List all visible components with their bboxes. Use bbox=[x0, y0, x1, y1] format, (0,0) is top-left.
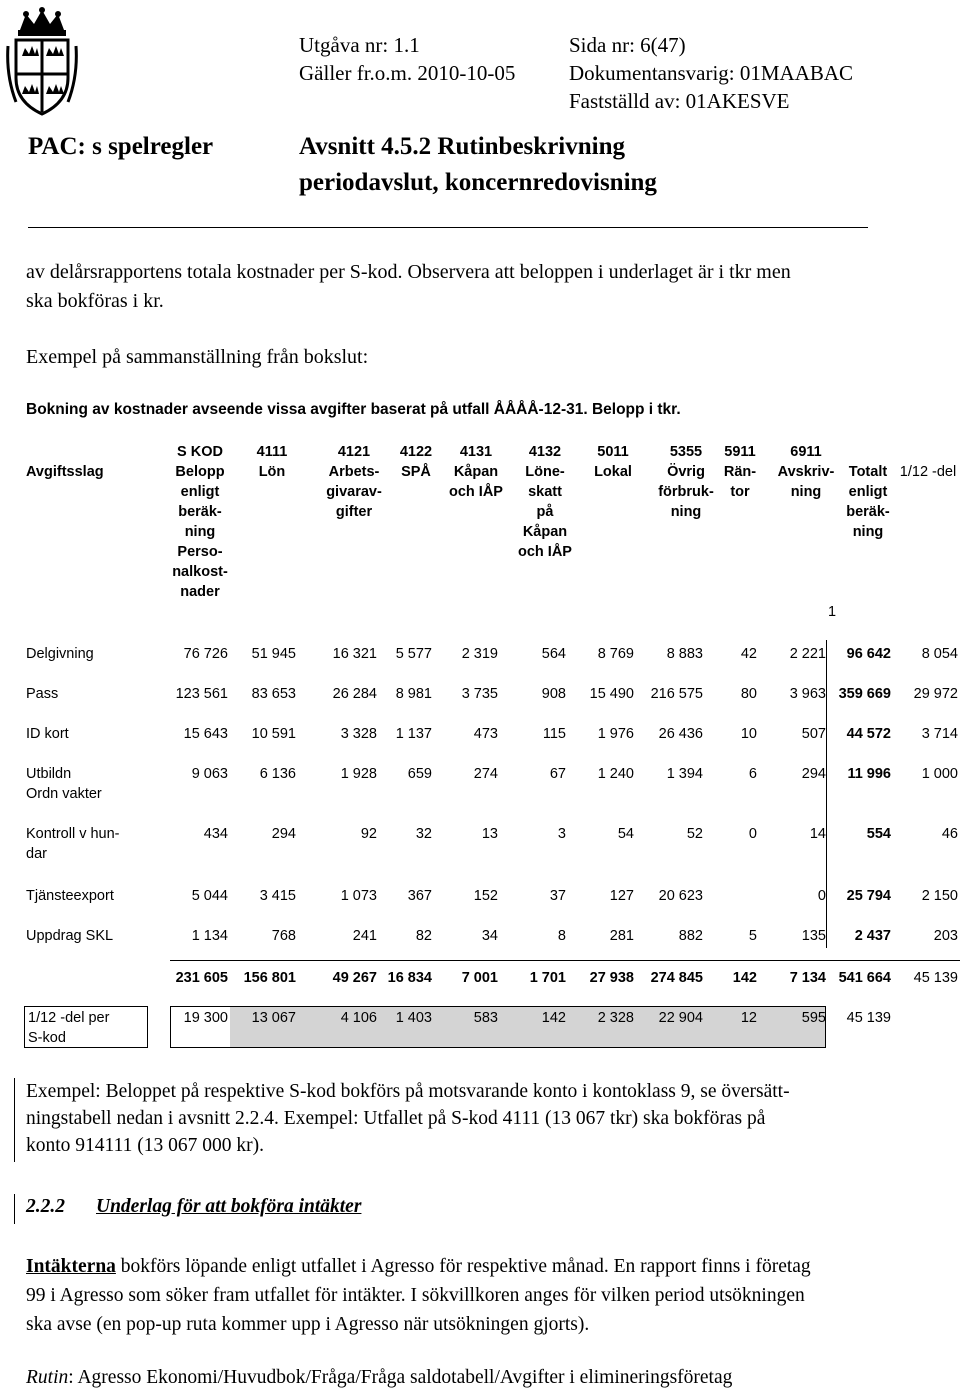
total-cell: 156 801 bbox=[243, 970, 296, 986]
total-cell: 231 605 bbox=[175, 970, 228, 986]
table-cell: 29 972 bbox=[913, 686, 958, 702]
header-divider bbox=[28, 227, 868, 228]
table-cell: 44 572 bbox=[846, 726, 891, 742]
income-line-1: bokförs löpande enligt utfallet i Agresso för respektive månad. En rapport finns i företag bbox=[115, 1256, 811, 1277]
table-cell: 14 bbox=[809, 826, 826, 842]
table-cell: 274 bbox=[473, 766, 498, 782]
table-cell: 367 bbox=[407, 888, 432, 904]
row-label: ID kort bbox=[26, 726, 69, 742]
per-skod-cell: 1 403 bbox=[395, 1010, 432, 1026]
row-label: Delgivning bbox=[26, 646, 94, 662]
per-skod-cell: 583 bbox=[473, 1010, 498, 1026]
row-label: Utbildn Ordn vakter bbox=[26, 766, 102, 802]
total-cell: 142 bbox=[732, 970, 757, 986]
table-cell: 9 063 bbox=[191, 766, 228, 782]
table-cell: 908 bbox=[541, 686, 566, 702]
example-title: Exempel på sammanställning från bokslut: bbox=[26, 346, 369, 368]
section-subtitle: periodavslut, koncernredovisning bbox=[299, 169, 657, 196]
table-cell: 564 bbox=[541, 646, 566, 662]
document-owner: Dokumentansvarig: 01MAABAC bbox=[569, 61, 854, 85]
table-cell: 67 bbox=[549, 766, 566, 782]
income-text bbox=[26, 1252, 956, 1339]
table-cell: 2 221 bbox=[789, 646, 826, 662]
table-cell: 1 928 bbox=[340, 766, 377, 782]
table-cell: 20 623 bbox=[658, 888, 703, 904]
row-label: Pass bbox=[26, 686, 59, 702]
table-cell: 42 bbox=[740, 646, 757, 662]
table-cell: 26 436 bbox=[658, 726, 703, 742]
per-skod-cell: 19 300 bbox=[183, 1010, 228, 1026]
table-cell: 83 653 bbox=[251, 686, 296, 702]
table-cell: 554 bbox=[866, 826, 891, 842]
table-cell: 3 963 bbox=[789, 686, 826, 702]
example-text-line-2: ningstabell nedan i avsnitt 2.2.4. Exempel: Utfallet på S-kod 4111 (13 067 tkr) ska bokföras på bbox=[26, 1108, 766, 1129]
table-cell: 434 bbox=[203, 826, 228, 842]
table-cell: 8 054 bbox=[921, 646, 958, 662]
table-cell: 127 bbox=[609, 888, 634, 904]
per-skod-cell: 4 106 bbox=[340, 1010, 377, 1026]
table-cell: 76 726 bbox=[183, 646, 228, 662]
header-col-1: S KOD Belopp enligt beräk- ning Perso- nalkost- nader bbox=[172, 444, 228, 600]
table-cell: 659 bbox=[407, 766, 432, 782]
per-skod-cell: 2 328 bbox=[597, 1010, 634, 1026]
per-skod-cell: 22 904 bbox=[658, 1010, 703, 1026]
table-cell: 10 591 bbox=[251, 726, 296, 742]
section-2-2-2-title: Underlag för att bokföra intäkter bbox=[96, 1196, 362, 1217]
table-cell: 281 bbox=[609, 928, 634, 944]
table-cell: 1 240 bbox=[597, 766, 634, 782]
routine-line bbox=[26, 1367, 732, 1389]
table-cell: 768 bbox=[271, 928, 296, 944]
table-cell: 152 bbox=[473, 888, 498, 904]
table-cell: 54 bbox=[617, 826, 634, 842]
income-lead: Intäkterna bbox=[26, 1256, 116, 1277]
header-col-9: 5911 Rän- tor bbox=[723, 444, 757, 500]
table-caption: Bokning av kostnader avseende vissa avgifter baserat på utfall ÅÅÅÅ-12-31. Belopp i tkr. bbox=[26, 401, 681, 418]
table-cell: 3 735 bbox=[461, 686, 498, 702]
header-col-2: 4111 Lön bbox=[256, 444, 288, 480]
table-cell: 46 bbox=[941, 826, 958, 842]
table-cell: 8 883 bbox=[666, 646, 703, 662]
table-cell: 82 bbox=[415, 928, 432, 944]
table-cell: 2 150 bbox=[921, 888, 958, 904]
per-skod-cell: 595 bbox=[801, 1010, 826, 1026]
section-title: Avsnitt 4.5.2 Rutinbeskrivning bbox=[299, 133, 625, 160]
per-skod-cell: 12 bbox=[740, 1010, 757, 1026]
valid-from: Gäller fr.o.m. 2010-10-05 bbox=[299, 61, 516, 85]
header-col-5: 4131 Kåpan och IÅP bbox=[449, 444, 503, 500]
table-cell: 0 bbox=[817, 888, 826, 904]
total-cell: 7 134 bbox=[789, 970, 826, 986]
edition-number: Utgåva nr: 1.1 bbox=[299, 33, 420, 57]
table-cell: 8 769 bbox=[597, 646, 634, 662]
total-cell: 7 001 bbox=[461, 970, 498, 986]
routine-label: Rutin bbox=[26, 1367, 69, 1388]
table-cell: 10 bbox=[740, 726, 757, 742]
table-cell: 25 794 bbox=[846, 888, 891, 904]
total-cell: 274 845 bbox=[650, 970, 703, 986]
example-text-line-1: Exempel: Beloppet på respektive S-kod bokförs på motsvarande konto i kontoklass 9, se översätt- bbox=[26, 1081, 790, 1102]
page-number: Sida nr: 6(47) bbox=[569, 33, 686, 57]
table-cell: 51 945 bbox=[251, 646, 296, 662]
per-skod-cell: 13 067 bbox=[251, 1010, 296, 1026]
table-cell: 216 575 bbox=[650, 686, 703, 702]
table-cell: 3 415 bbox=[259, 888, 296, 904]
table-cell: 80 bbox=[740, 686, 757, 702]
header-col-4: 4122 SPÅ bbox=[399, 444, 433, 480]
table-cell: 3 328 bbox=[340, 726, 377, 742]
table-cell: 26 284 bbox=[332, 686, 377, 702]
header-avgiftsslag: Avgiftsslag bbox=[26, 464, 104, 480]
header-col-3: 4121 Arbets- givarav- gifter bbox=[326, 444, 382, 520]
table-cell: 473 bbox=[473, 726, 498, 742]
table-cell: 32 bbox=[415, 826, 432, 842]
intro-line-2: ska bokföras i kr. bbox=[26, 290, 164, 312]
table-cell: 15 490 bbox=[589, 686, 634, 702]
change-bar bbox=[14, 1078, 15, 1162]
table-cell: 203 bbox=[933, 928, 958, 944]
table-cell: 0 bbox=[748, 826, 757, 842]
row-label: Uppdrag SKL bbox=[26, 928, 114, 944]
header-col-7: 5011 Lokal bbox=[594, 444, 632, 480]
total-cell: 16 834 bbox=[387, 970, 432, 986]
intro-line-1: av delårsrapportens totala kostnader per S-kod. Observera att beloppen i underlaget är i tkr men bbox=[26, 261, 791, 283]
table-cell: 241 bbox=[352, 928, 377, 944]
footnote-marker: 1 bbox=[828, 604, 837, 620]
table-cell: 1 137 bbox=[395, 726, 432, 742]
table-cell: 6 136 bbox=[259, 766, 296, 782]
table-cell: 2 319 bbox=[461, 646, 498, 662]
header-col-10: 6911 Avskriv- ning bbox=[777, 444, 835, 500]
table-cell: 8 bbox=[557, 928, 566, 944]
header-col-11: Totalt enligt beräk- ning bbox=[846, 464, 890, 540]
header-col-12: 1/12 -del bbox=[899, 464, 957, 480]
table-cell: 135 bbox=[801, 928, 826, 944]
income-line-2: 99 i Agresso som söker fram utfallet för intäkter. I sökvillkoren anges för vilken period utsökningen bbox=[26, 1285, 805, 1306]
total-cell: 1 701 bbox=[529, 970, 566, 986]
table-cell: 359 669 bbox=[838, 686, 891, 702]
row-label: Tjänsteexport bbox=[26, 888, 114, 904]
table-cell: 1 134 bbox=[191, 928, 228, 944]
table-cell: 294 bbox=[271, 826, 296, 842]
example-text bbox=[26, 1078, 956, 1159]
table-cell: 123 561 bbox=[175, 686, 228, 702]
table-cell: 16 321 bbox=[332, 646, 377, 662]
table-cell: 3 714 bbox=[921, 726, 958, 742]
table-cell: 37 bbox=[549, 888, 566, 904]
table-cell: 882 bbox=[678, 928, 703, 944]
table-cell: 1 976 bbox=[597, 726, 634, 742]
table-cell: 507 bbox=[801, 726, 826, 742]
table-cell: 8 981 bbox=[395, 686, 432, 702]
income-line-3: ska avse (en pop-up ruta kommer upp i Agresso när utsökningen gjorts). bbox=[26, 1314, 590, 1335]
coat-of-arms-logo bbox=[6, 6, 78, 118]
table-cell: 5 bbox=[748, 928, 757, 944]
per-skod-cell: 142 bbox=[541, 1010, 566, 1026]
totals-rule bbox=[170, 960, 960, 961]
table-cell: 92 bbox=[360, 826, 377, 842]
table-cell: 52 bbox=[686, 826, 703, 842]
table-cell: 1 394 bbox=[666, 766, 703, 782]
table-cell: 5 044 bbox=[191, 888, 228, 904]
routine-path: : Agresso Ekonomi/Huvudbok/Fråga/Fråga saldotabell/Avgifter i elimineringsföretag bbox=[68, 1367, 733, 1388]
table-cell: 15 643 bbox=[183, 726, 228, 742]
table-cell: 2 437 bbox=[854, 928, 891, 944]
example-text-line-3: konto 914111 (13 067 000 kr). bbox=[26, 1135, 264, 1156]
table-cell: 1 000 bbox=[921, 766, 958, 782]
table-cell: 115 bbox=[542, 726, 566, 742]
total-cell: 45 139 bbox=[913, 970, 958, 986]
per-skod-cell: 45 139 bbox=[846, 1010, 891, 1026]
table-cell: 1 073 bbox=[340, 888, 377, 904]
total-cell: 541 664 bbox=[838, 970, 891, 986]
total-cell: 27 938 bbox=[589, 970, 634, 986]
section-2-2-2-number: 2.2.2 bbox=[26, 1196, 65, 1217]
table-cell: 6 bbox=[748, 766, 757, 782]
table-cell: 294 bbox=[801, 766, 826, 782]
table-cell: 11 996 bbox=[847, 766, 891, 782]
table-cell: 96 642 bbox=[846, 646, 891, 662]
total-cell: 49 267 bbox=[332, 970, 377, 986]
document-title: PAC: s spelregler bbox=[28, 133, 214, 160]
header-col-8: 5355 Övrig förbruk- ning bbox=[658, 444, 714, 520]
table-cell: 13 bbox=[481, 826, 498, 842]
approved-by: Fastställd av: 01AKESVE bbox=[569, 89, 790, 113]
per-skod-label: 1/12 -del per S-kod bbox=[28, 1010, 110, 1046]
header-col-6: 4132 Löne- skatt på Kåpan och IÅP bbox=[518, 444, 572, 560]
table-cell: 5 577 bbox=[395, 646, 432, 662]
row-label: Kontroll v hun- dar bbox=[26, 826, 120, 862]
change-bar-2 bbox=[14, 1194, 15, 1224]
table-cell: 34 bbox=[481, 928, 498, 944]
table-cell: 3 bbox=[557, 826, 566, 842]
